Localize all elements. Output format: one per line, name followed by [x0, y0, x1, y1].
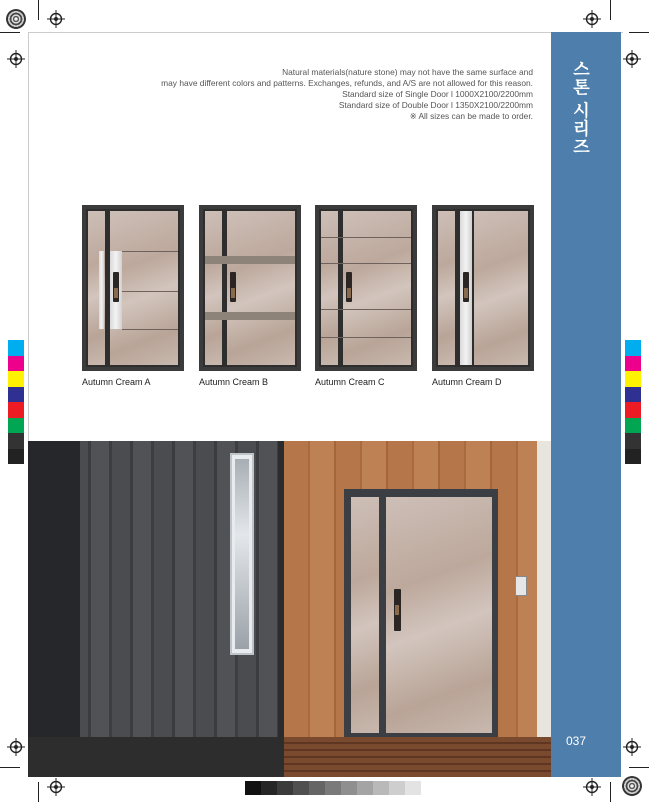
gray-swatch	[277, 781, 293, 795]
registration-mark-icon	[47, 10, 65, 28]
registration-mark-icon	[623, 738, 641, 756]
groove-line	[122, 291, 178, 292]
registration-mark-icon	[7, 738, 25, 756]
note-line: Standard size of Double Door l 1350X2100/2200mm	[338, 100, 533, 110]
dark-doorway	[28, 441, 80, 741]
stone-panel	[343, 211, 411, 365]
door-frame	[203, 209, 297, 367]
page-number: 037	[566, 734, 587, 748]
stone-panel	[321, 211, 338, 365]
gray-swatch	[341, 781, 357, 795]
window	[230, 453, 254, 655]
color-swatch	[8, 418, 24, 434]
color-swatch	[625, 340, 641, 356]
installed-door	[344, 489, 498, 737]
spiral-mark	[6, 9, 26, 29]
gray-scale-bar	[245, 781, 421, 795]
frame-line	[28, 32, 623, 33]
series-title: 스톤 시리즈	[570, 60, 589, 156]
crop-line	[0, 767, 20, 768]
side-wall	[537, 441, 551, 741]
door-lock	[230, 272, 236, 302]
door-caption: Autumn Cream C	[315, 377, 385, 387]
installation-photo	[28, 441, 551, 777]
gray-swatch	[357, 781, 373, 795]
color-swatch	[625, 402, 641, 418]
gray-swatch	[325, 781, 341, 795]
door-image	[432, 205, 534, 371]
product-notes	[120, 67, 533, 122]
color-swatch	[625, 356, 641, 372]
crop-line	[629, 767, 649, 768]
floor-shadow	[28, 737, 284, 777]
crop-line	[610, 0, 611, 20]
crop-line	[610, 782, 611, 802]
color-swatch	[625, 449, 641, 465]
stone-panel	[227, 211, 295, 365]
wood-floor	[284, 737, 551, 777]
door-frame	[436, 209, 530, 367]
door-image	[82, 205, 184, 371]
groove-line	[122, 329, 178, 330]
color-swatch	[8, 402, 24, 418]
note-line: may have different colors and patterns. Exchanges, refunds, and A/S are not allowed for this reason.	[161, 78, 533, 88]
spiral-mark	[622, 776, 642, 796]
gray-swatch	[245, 781, 261, 795]
note-line: Standard size of Single Door l 1000X2100/2200mm	[342, 89, 533, 99]
door-caption: Autumn Cream D	[432, 377, 502, 387]
note-line: ※ All sizes can be made to order.	[409, 111, 533, 121]
door-image	[199, 205, 301, 371]
color-swatch	[625, 371, 641, 387]
registration-mark-icon	[583, 10, 601, 28]
horizontal-band	[205, 312, 295, 320]
door-lock	[394, 589, 401, 631]
crop-line	[38, 0, 39, 20]
door-frame	[319, 209, 413, 367]
gray-swatch	[373, 781, 389, 795]
door-lock	[463, 272, 469, 302]
groove-line	[321, 237, 411, 238]
glass-strip	[99, 251, 104, 329]
door-caption: Autumn Cream B	[199, 377, 269, 387]
stone-panel	[438, 211, 455, 365]
color-swatch	[625, 433, 641, 449]
registration-mark-icon	[7, 50, 25, 68]
color-swatch	[8, 449, 24, 465]
groove-line	[122, 251, 178, 252]
crop-line	[38, 782, 39, 802]
registration-mark-icon	[623, 50, 641, 68]
color-bar-left	[8, 340, 24, 464]
color-swatch	[8, 340, 24, 356]
color-swatch	[625, 387, 641, 403]
color-bar-right	[625, 340, 641, 464]
door-caption: Autumn Cream A	[82, 377, 151, 387]
door-image	[315, 205, 417, 371]
horizontal-band	[205, 256, 295, 264]
crop-line	[0, 32, 20, 33]
groove-line	[321, 309, 411, 310]
registration-mark-icon	[583, 778, 601, 796]
groove-line	[321, 263, 411, 264]
color-swatch	[8, 371, 24, 387]
gray-swatch	[293, 781, 309, 795]
door-frame	[86, 209, 180, 367]
color-swatch	[8, 356, 24, 372]
door-lock	[346, 272, 352, 302]
crop-line	[629, 32, 649, 33]
color-swatch	[8, 433, 24, 449]
stone-panel	[351, 497, 379, 733]
groove-line	[321, 337, 411, 338]
gray-swatch	[261, 781, 277, 795]
note-line: Natural materials(nature stone) may not have the same surface and	[282, 67, 533, 77]
door-lock	[113, 272, 119, 302]
color-swatch	[625, 418, 641, 434]
color-swatch	[8, 387, 24, 403]
stone-panel	[205, 211, 222, 365]
intercom	[515, 576, 527, 596]
stone-panel	[386, 497, 492, 733]
gray-swatch	[309, 781, 325, 795]
gray-swatch	[405, 781, 421, 795]
registration-mark-icon	[47, 778, 65, 796]
stone-panel	[474, 211, 528, 365]
gray-swatch	[389, 781, 405, 795]
